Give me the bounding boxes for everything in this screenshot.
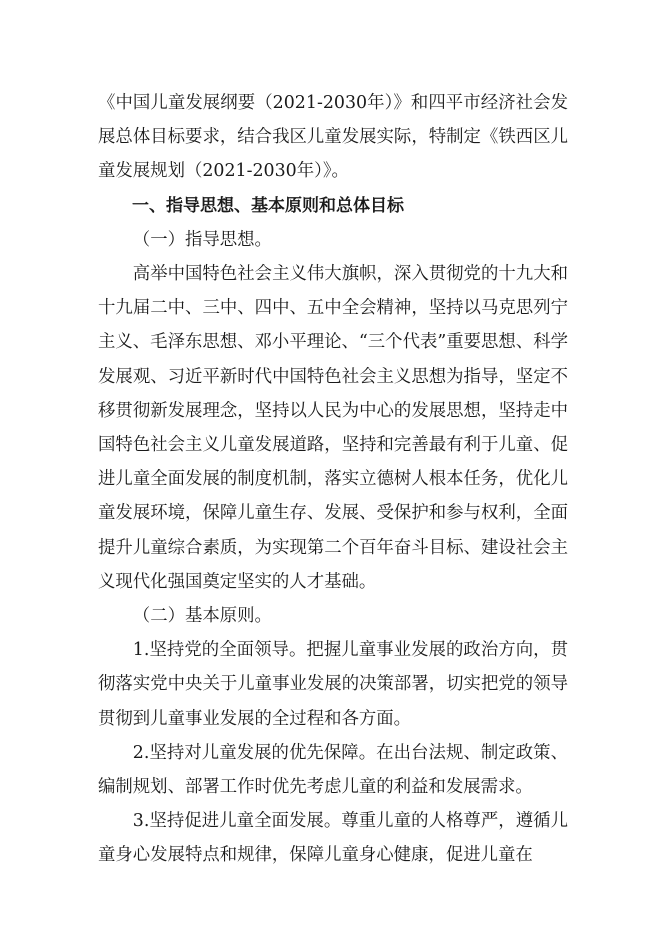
principle-2: 2.坚持对儿童发展的优先保障。在出台法规、制定政策、编制规划、部署工作时优先考虑儿童的利益和发展需求。 xyxy=(98,742,568,798)
principle-1: 1.坚持党的全面领导。把握儿童事业发展的政治方向，贯彻落实党中央关于儿童事业发展的决策部署，切实把党的领导贯彻到儿童事业发展的全过程和各方面。 xyxy=(98,640,568,729)
intro-paragraph: 《中国儿童发展纲要（2021-2030年）》和四平市经济社会发展总体目标要求，结合我区儿童发展实际，特制定《铁西区儿童发展规划（2021-2030年）》。 xyxy=(98,93,568,182)
subsection-1-body: 高举中国特色社会主义伟大旗帜，深入贯彻党的十九大和十九届二中、三中、四中、五中全会精神，坚持以马克思列宁主义、毛泽东思想、邓小平理论、“三个代表”重要思想、科学发展观、习近平新时代中国特色社会主义思想为指导，坚定不移贯彻新发展理念，坚持以人民为中心的发展思想，坚持走中国特色社会主义儿童发展道路，坚持和完善最有利于儿童、促进儿童全面发展的制度机制，落实立德树人根本任务，优化儿童发展环境，保障儿童生存、发展、受保护和参与权利，全面提升儿童综合素质，为实现第二个百年奋斗目标、建设社会主义现代化强国奠定坚实的人才基础。 xyxy=(98,264,568,592)
principle-3: 3.坚持促进儿童全面发展。尊重儿童的人格尊严，遵循儿童身心发展特点和规律，保障儿童身心健康，促进儿童在 xyxy=(98,811,568,866)
subsection-1-title: （一）指导思想。 xyxy=(132,229,272,250)
section-heading: 一、指导思想、基本原则和总体目标 xyxy=(132,195,404,216)
subsection-2-title: （二）基本原则。 xyxy=(132,606,272,627)
document-body xyxy=(98,86,568,873)
